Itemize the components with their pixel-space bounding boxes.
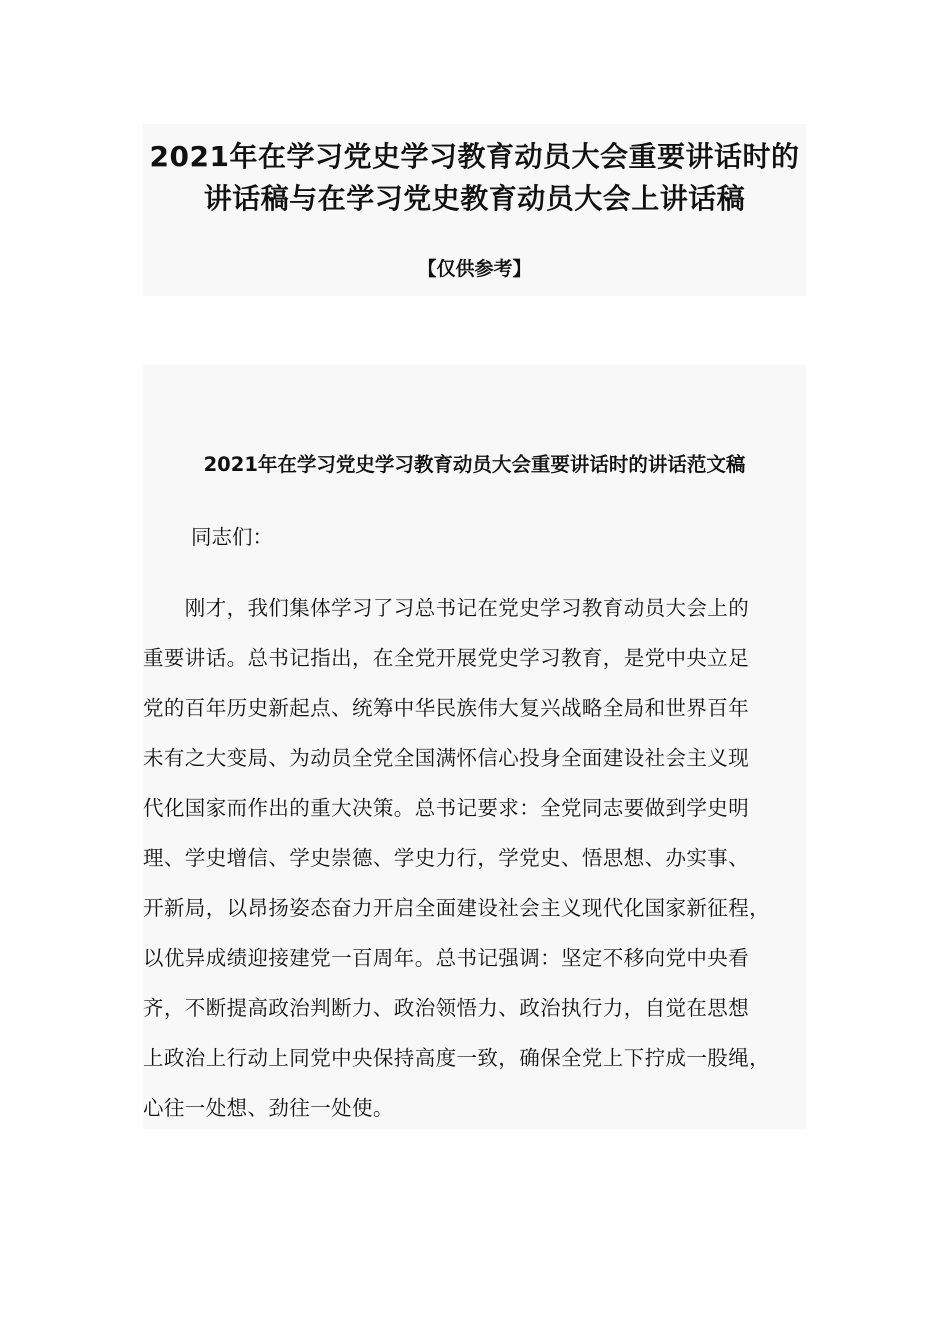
paragraph-line: 上政治上行动上同党中央保持高度一致，确保全党上下拧成一股绳， <box>143 1046 770 1070</box>
paragraph-line: 重要讲话。总书记指出，在全党开展党史学习教育，是党中央立足 <box>143 646 750 670</box>
paragraph-line: 齐，不断提高政治判断力、政治领悟力、政治执行力，自觉在思想 <box>143 996 750 1020</box>
paragraph-line: 代化国家而作出的重大决策。总书记要求：全党同志要做到学史明 <box>143 796 750 820</box>
article-title: 2021年在学习党史学习教育动员大会重要讲话时的讲话范文稿 <box>203 453 746 476</box>
document-title-line-1: 2021年在学习党史学习教育动员大会重要讲话时的 <box>149 140 800 173</box>
paragraph-line: 开新局，以昂扬姿态奋力开启全面建设社会主义现代化国家新征程， <box>143 896 770 920</box>
paragraph-line: 心往一处想、劲往一处使。 <box>143 1096 394 1120</box>
reference-note: 【仅供参考】 <box>417 258 532 280</box>
article-body <box>143 365 806 1129</box>
document-title-line-2: 讲话稿与在学习党史教育动员大会上讲话稿 <box>203 182 746 215</box>
document-header <box>143 124 806 296</box>
paragraph-line: 刚才，我们集体学习了习总书记在党史学习教育动员大会上的 <box>143 596 750 620</box>
body-paragraph <box>143 593 813 1143</box>
paragraph-line: 理、学史增信、学史崇德、学史力行，学党史、悟思想、办实事、 <box>143 846 750 870</box>
salutation: 同志们： <box>191 525 273 549</box>
paragraph-line: 以优异成绩迎接建党一百周年。总书记强调：坚定不移向党中央看 <box>143 946 750 970</box>
paragraph-line: 党的百年历史新起点、统筹中华民族伟大复兴战略全局和世界百年 <box>143 696 750 720</box>
document-title <box>143 136 806 220</box>
paragraph-line: 未有之大变局、为动员全党全国满怀信心投身全面建设社会主义现 <box>143 746 750 770</box>
